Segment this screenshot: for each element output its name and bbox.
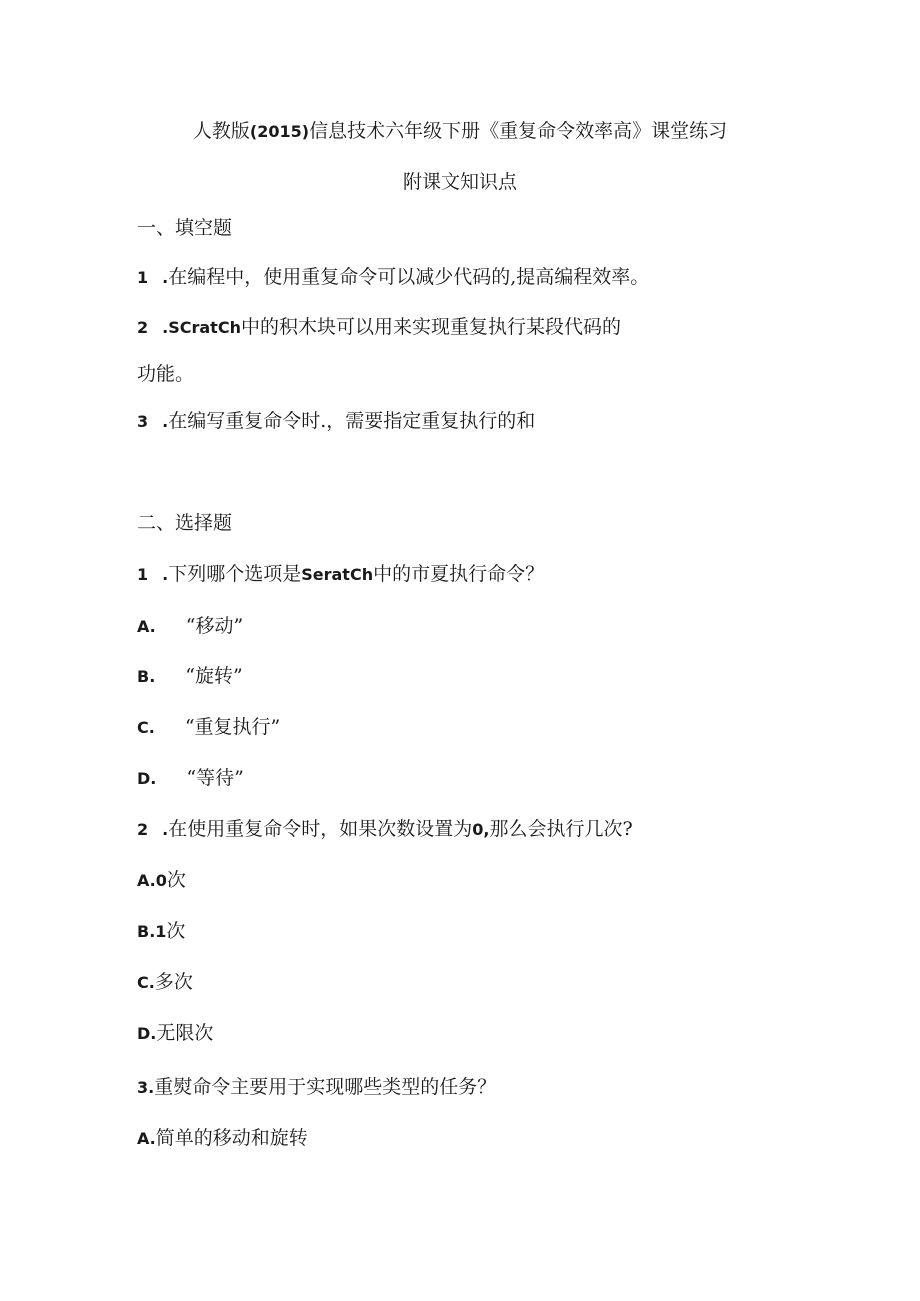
option-label: C. (137, 718, 155, 737)
question-dot: . (162, 565, 169, 584)
question-dot: . (162, 412, 169, 431)
title-prefix: 人教版 (192, 120, 250, 142)
option-label: B. (137, 667, 156, 686)
option-text: “重复执行” (184, 716, 281, 738)
title-year: (2015) (249, 122, 310, 141)
question-text-a: 在使用重复命令时，如果次数设置为 (168, 818, 473, 840)
option-text: 次 (166, 869, 186, 891)
fill-question-1 (137, 265, 649, 290)
question-number: 1 (137, 565, 149, 584)
option-label: D. (137, 769, 157, 788)
choice-q1-option-c (137, 715, 280, 740)
question-text-a: 下列哪个选项是 (168, 563, 302, 585)
choice-question-3 (137, 1075, 496, 1100)
option-text: “移动” (185, 615, 244, 637)
choice-q2-option-d (137, 1021, 213, 1046)
question-text-b: 0, (472, 820, 490, 839)
fill-question-3 (137, 409, 535, 434)
question-number: 2 (137, 318, 149, 337)
choice-q3-option-a (137, 1126, 308, 1151)
choice-q1-option-d (137, 766, 244, 791)
document-title-line-1 (0, 119, 920, 144)
question-text-c: 中的市夏执行命令？ (373, 563, 545, 585)
choice-q2-option-a (137, 868, 186, 893)
fill-question-2-continuation: 功能。 (137, 363, 195, 385)
question-number: 2 (137, 820, 149, 839)
question-text-c: 那么会执行几次? (489, 818, 633, 840)
question-dot: . (162, 268, 169, 287)
choice-q1-option-b (137, 664, 243, 689)
option-label: B.1 (137, 922, 167, 941)
question-text: 在编写重复命令时.，需要指定重复执行的和 (168, 410, 536, 432)
document-title-line-2: 附课文知识点 (402, 171, 517, 193)
section-heading-fill-in: 一、填空题 (137, 217, 233, 239)
choice-question-2 (137, 817, 633, 842)
question-dot: . (162, 820, 169, 839)
option-label: A. (137, 617, 156, 636)
section-heading-choice: 二、选择题 (137, 512, 233, 534)
option-text: “旋转” (185, 665, 243, 687)
question-text: 中的积木块可以用来实现重复执行某段代码的 (240, 316, 621, 338)
choice-q1-option-a (137, 614, 243, 639)
option-label: C. (137, 973, 155, 992)
question-text: 重熨命令主要用于实现哪些类型的任务？ (154, 1076, 497, 1098)
option-label: D. (137, 1024, 157, 1043)
option-label: A. (137, 1129, 156, 1148)
question-number: 3. (137, 1078, 155, 1097)
question-number: 1 (137, 268, 149, 287)
question-number: 3 (137, 412, 149, 431)
question-dot: .SCratCh (162, 318, 241, 337)
choice-question-1 (137, 562, 544, 587)
choice-q2-option-b (137, 919, 185, 944)
choice-q2-option-c (137, 970, 193, 995)
option-label: A.0 (137, 871, 167, 890)
title-suffix: 信息技术六年级下册《重复命令效率高》课堂练习 (309, 120, 728, 142)
fill-question-2 (137, 315, 621, 340)
option-text: 无限次 (156, 1022, 214, 1044)
option-text: 简单的移动和旋转 (155, 1127, 308, 1149)
question-text: 在编程中，使用重复命令可以减少代码的,提高编程效率。 (168, 266, 650, 288)
option-text: “等待” (186, 767, 244, 789)
option-text: 次 (166, 920, 186, 942)
question-text-b: SeratCh (301, 565, 374, 584)
option-text: 多次 (154, 971, 193, 993)
